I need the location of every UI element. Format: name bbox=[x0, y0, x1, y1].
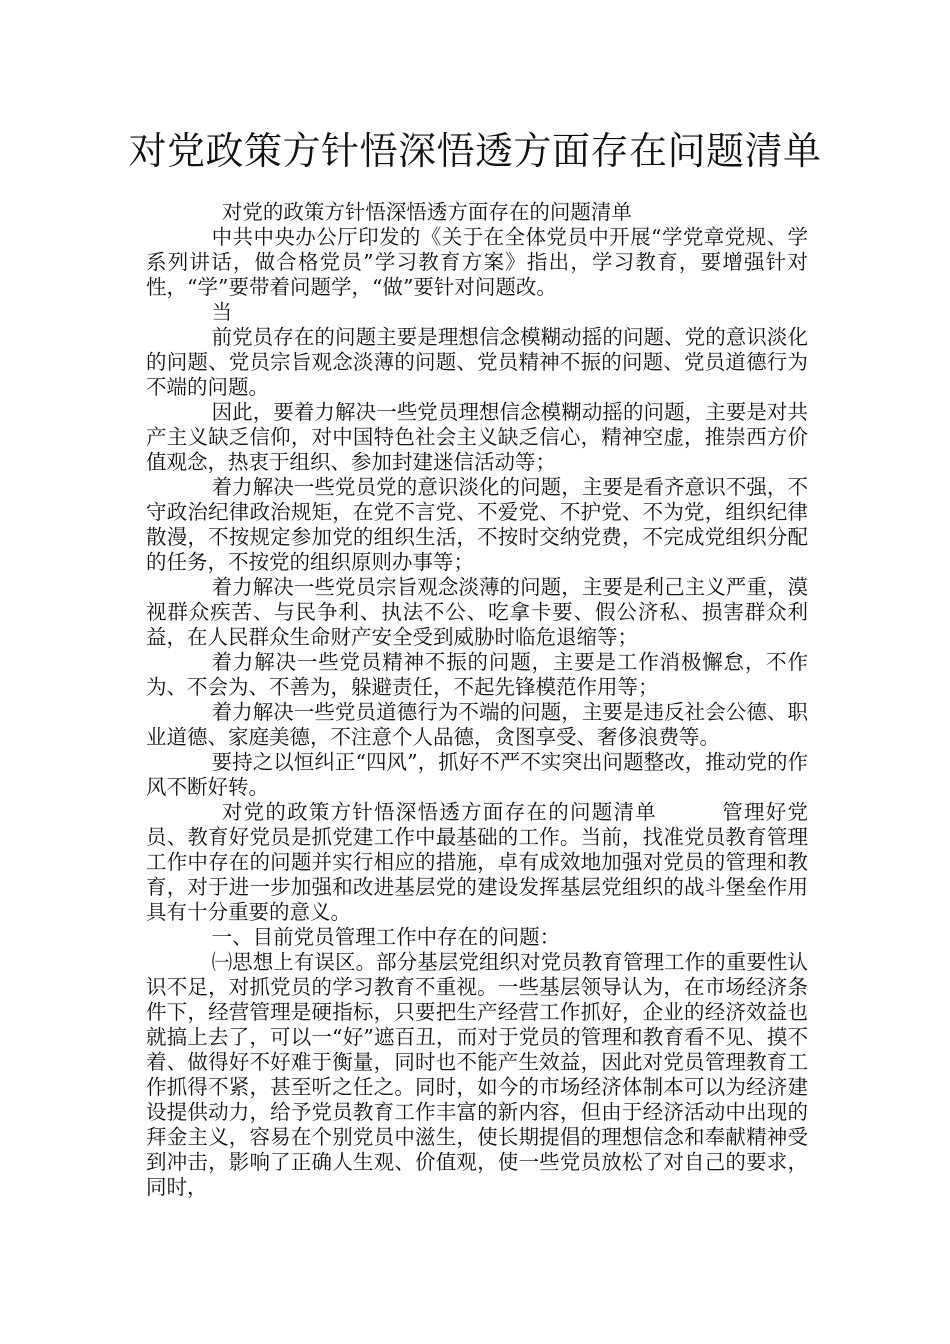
document-title: 对党政策方针悟深悟透方面存在问题清单 bbox=[128, 129, 822, 173]
paragraph-ideals: 因此，要着力解决一些党员理想信念模糊动摇的问题，主要是对共产主义缺乏信仰，对中国特色社会主义缺乏信心，精神空虚，推崇西方价值观念，热衷于组织、参加封建迷信活动等； bbox=[146, 400, 808, 474]
paragraph-morality: 着力解决一些党员道德行为不端的问题，主要是违反社会公德、职业道德、家庭美德，不注意个人品德，贪图享受、奢侈浪费等。 bbox=[146, 700, 808, 749]
section2-rest: 管理好党员、教育好党员是抓党建工作中最基础的工作。当前，找准党员教育管理工作中存在的问题并实行相应的措施，卓有成效地加强对党员的管理和教育，对于进一步加强和改进基层党的建设发挥基层党组织的战斗堡垒作用具有十分重要的意义。 bbox=[146, 800, 809, 924]
paragraph-subsection: ㈠思想上有误区。部分基层党组织对党员教育管理工作的重要性认识不足，对抓党员的学习教育不重视。一些基层领导认为，在市场经济条件下，经营管理是硬指标，只要把生产经营工作抓好，企业的经济效益也就搞上去了，可以一“好”遮百丑，而对于党员的管理和教育看不见、摸不着、做得好不好难于衡量，同时也不能产生效益，因此对党员管理教育工作抓得不紧，甚至听之任之。同时，如今的市场经济体制本可以为经济建设提供动力，给予党员教育工作丰富的新内容，但由于经济活动中出现的拜金主义，容易在个别党员中滋生，使长期提倡的理想信念和奉献精神受到冲击，影响了正确人生观、价值观，使一些党员放松了对自己的要求，同时， bbox=[146, 950, 808, 1199]
paragraph-spirit: 着力解决一些党员精神不振的问题，主要是工作消极懈怠，不作为、不会为、不善为，躲避责任，不起先锋模范作用等； bbox=[146, 650, 808, 699]
document-body bbox=[146, 200, 808, 1200]
paragraph-purpose: 着力解决一些党员宗旨观念淡薄的问题，主要是利己主义严重，漠视群众疾苦、与民争利、执法不公、吃拿卡要、假公济私、损害群众利益，在人民群众生命财产安全受到威胁时临危退缩等； bbox=[146, 575, 808, 649]
paragraph-problems: 前党员存在的问题主要是理想信念模糊动摇的问题、党的意识淡化的问题、党员宗旨观念淡薄的问题、党员精神不振的问题、党员道德行为不端的问题。 bbox=[146, 325, 808, 399]
paragraph-fragment: 当 bbox=[211, 300, 233, 324]
paragraph-party-awareness: 着力解决一些党员党的意识淡化的问题，主要是看齐意识不强，不守政治纪律政治规矩，在党不言党、不爱党、不护党、不为党，组织纪律散漫，不按规定参加党的组织生活，不按时交纳党费，不完成党组织分配的任务，不按党的组织原则办事等； bbox=[146, 475, 808, 574]
paragraph-subtitle: 对党的政策方针悟深悟透方面存在的问题清单 bbox=[221, 200, 632, 224]
section-heading: 一、目前党员管理工作中存在的问题： bbox=[211, 925, 561, 949]
paragraph-four-winds: 要持之以恒纠正“四风”，抓好不严不实突出问题整改，推动党的作风不断好转。 bbox=[146, 750, 808, 799]
paragraph-intro: 中共中央办公厅印发的《关于在全体党员中开展“学党章党规、学系列讲话，做合格党员”学习教育方案》指出，学习教育，要增强针对性，“学”要带着问题学，“做”要针对问题改。 bbox=[146, 225, 808, 299]
section2-lead: 对党的政策方针悟深悟透方面存在的问题清单 bbox=[221, 800, 657, 824]
paragraph-section2 bbox=[146, 800, 808, 925]
